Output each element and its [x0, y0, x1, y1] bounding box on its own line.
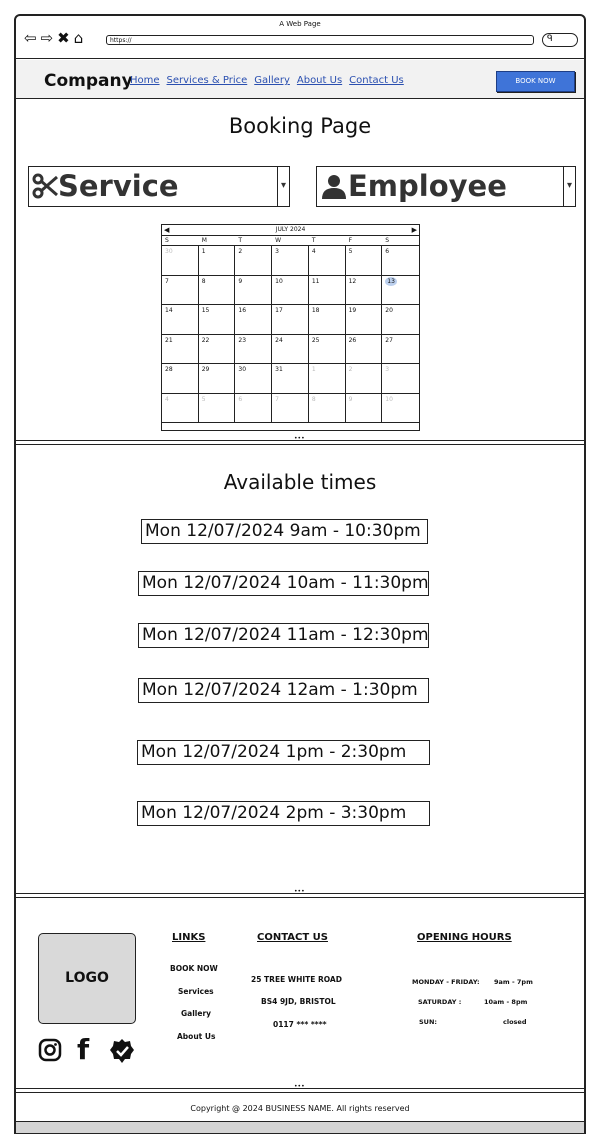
calendar-day-number: 23 — [238, 336, 247, 344]
calendar-day[interactable] — [199, 364, 236, 394]
weekday-label: T — [311, 237, 316, 244]
calendar-day-number: 4 — [311, 248, 316, 255]
calendar-day[interactable] — [235, 246, 272, 276]
back-icon[interactable]: ⇦ — [24, 29, 38, 47]
calendar-day-number: 31 — [275, 366, 283, 373]
calendar-day-number: 12 — [348, 277, 357, 285]
chevron-down-icon[interactable]: ▾ — [277, 167, 289, 206]
hours-time: 10am - 8pm — [484, 998, 528, 1006]
search-icon[interactable]: ᑫ — [542, 33, 578, 47]
calendar-day[interactable] — [235, 276, 272, 306]
calendar-day-number: 15 — [201, 307, 210, 314]
calendar-day-number: 8 — [201, 277, 206, 285]
forward-icon[interactable]: ⇨ — [40, 29, 55, 47]
calendar-day-number: 30 — [165, 248, 173, 255]
calendar-day[interactable] — [162, 394, 199, 424]
calendar-day-number: 9 — [238, 277, 243, 285]
calendar-day-number: 3 — [385, 366, 390, 373]
window-status-bar — [16, 1121, 584, 1133]
url-input[interactable]: https:// — [106, 35, 534, 45]
nav-link-home[interactable]: Home — [130, 75, 160, 86]
calendar-day[interactable] — [235, 364, 272, 394]
calendar-day-number: 26 — [348, 336, 357, 344]
weekday-label: M — [201, 237, 207, 244]
calendar-day-number: 10 — [385, 395, 393, 403]
calendar-day[interactable] — [382, 276, 419, 306]
divider — [16, 58, 584, 59]
prev-month-icon[interactable]: ◀ — [164, 226, 170, 234]
calendar-day[interactable] — [162, 276, 199, 306]
calendar-day-number: 8 — [311, 395, 316, 403]
weekday-label: S — [165, 237, 169, 244]
calendar-day-number: 1 — [201, 248, 206, 255]
calendar-weekdays — [162, 236, 419, 246]
copyright-text: Copyright @ 2024 BUSINESS NAME. All rights reserved — [190, 1104, 410, 1113]
calendar-day-number: 11 — [311, 277, 320, 285]
resize-handle: ••• — [294, 435, 305, 442]
footer-link-about[interactable]: About Us — [177, 1032, 216, 1041]
calendar-day[interactable] — [272, 276, 309, 306]
footer-link-book-now[interactable]: BOOK NOW — [170, 964, 218, 973]
calendar-day[interactable] — [235, 335, 272, 365]
facebook-icon[interactable]: f — [77, 1033, 90, 1066]
calendar-day[interactable] — [346, 246, 383, 276]
calendar-day[interactable] — [272, 305, 309, 335]
close-icon[interactable]: ✖ — [57, 29, 71, 47]
time-slot[interactable]: Mon 12/07/2024 1pm - 2:30pm — [137, 740, 430, 765]
calendar-day[interactable] — [382, 364, 419, 394]
time-slot[interactable]: Mon 12/07/2024 11am - 12:30pm — [138, 623, 429, 648]
browser-titlebar — [16, 16, 584, 58]
calendar-day[interactable] — [346, 305, 383, 335]
time-slot[interactable]: Mon 12/07/2024 12am - 1:30pm — [138, 678, 429, 703]
calendar-day-number: 6 — [238, 395, 243, 403]
user-icon — [320, 173, 348, 199]
calendar-day-number: 17 — [275, 307, 283, 314]
calendar-day-number: 29 — [201, 366, 210, 373]
nav-link-gallery[interactable]: Gallery — [254, 75, 290, 86]
calendar-day[interactable] — [309, 276, 346, 306]
hours-day: SUN: — [419, 1018, 437, 1026]
calendar-day[interactable] — [199, 335, 236, 365]
book-now-button[interactable]: BOOK NOW — [496, 71, 575, 92]
contact-heading: CONTACT US — [257, 932, 328, 943]
calendar-day[interactable] — [309, 305, 346, 335]
calendar-day-number: 13 — [387, 277, 395, 285]
calendar-day-number: 30 — [238, 366, 247, 373]
calendar-day-number: 22 — [201, 336, 210, 344]
calendar-day-number: 10 — [275, 277, 283, 285]
weekday-label: S — [385, 237, 390, 244]
calendar-day-number: 5 — [348, 248, 353, 255]
links-heading: LINKS — [172, 932, 206, 943]
instagram-icon[interactable] — [38, 1038, 62, 1068]
calendar-day[interactable] — [382, 335, 419, 365]
calendar-grid — [162, 246, 419, 423]
calendar-day-number: 20 — [385, 307, 393, 314]
calendar-day[interactable] — [162, 305, 199, 335]
time-slot[interactable]: Mon 12/07/2024 10am - 11:30pm — [138, 571, 429, 596]
calendar-day[interactable] — [199, 394, 236, 424]
calendar-day[interactable] — [235, 394, 272, 424]
brand-logo[interactable]: Company — [44, 71, 133, 91]
calendar-day[interactable] — [309, 394, 346, 424]
calendar-day[interactable] — [382, 246, 419, 276]
divider — [16, 98, 584, 99]
verified-badge-icon[interactable] — [110, 1038, 134, 1070]
calendar-day[interactable] — [382, 394, 419, 424]
calendar-day-number: 1 — [311, 366, 316, 373]
calendar-day-number: 27 — [385, 336, 393, 344]
employee-label: Employee — [348, 169, 507, 203]
calendar-day-number: 2 — [238, 248, 243, 255]
calendar-day-number: 16 — [238, 307, 247, 314]
hours-day: SATURDAY : — [418, 998, 462, 1006]
calendar-day-number: 21 — [165, 336, 173, 344]
calendar-day[interactable] — [199, 276, 236, 306]
footer-link-services[interactable]: Services — [178, 987, 214, 996]
calendar-day-number: 28 — [165, 366, 173, 373]
calendar-day-number: 7 — [165, 277, 169, 285]
nav-link-contact[interactable]: Contact Us — [349, 75, 404, 86]
calendar-day-number: 25 — [311, 336, 320, 344]
calendar-day-number: 9 — [348, 395, 353, 403]
calendar — [161, 224, 420, 431]
contact-phone: 0117 *** **** — [273, 1020, 327, 1029]
hours-time: 9am - 7pm — [494, 978, 533, 986]
calendar-day[interactable] — [235, 305, 272, 335]
calendar-day[interactable] — [346, 335, 383, 365]
calendar-day-number: 4 — [165, 395, 169, 403]
resize-handle: ••• — [294, 888, 305, 895]
footer-link-gallery[interactable]: Gallery — [181, 1009, 212, 1018]
available-times-title: Available times — [223, 470, 377, 494]
page-title: Booking Page — [228, 114, 372, 138]
calendar-day-number: 14 — [165, 307, 173, 314]
home-icon[interactable]: ⌂ — [73, 29, 85, 47]
calendar-day-number: 19 — [348, 307, 357, 314]
calendar-day[interactable] — [309, 246, 346, 276]
browser-nav-icons — [24, 29, 87, 47]
calendar-day-number: 3 — [275, 248, 279, 255]
window-title: A Web Page — [279, 20, 321, 28]
calendar-day[interactable] — [346, 276, 383, 306]
service-dropdown[interactable] — [28, 166, 290, 207]
scissors-icon — [32, 173, 58, 199]
calendar-day[interactable] — [309, 335, 346, 365]
calendar-day[interactable] — [346, 394, 383, 424]
calendar-day-number: 24 — [275, 336, 283, 344]
calendar-day-number: 7 — [275, 395, 279, 403]
calendar-month: JULY 2024 — [275, 226, 306, 233]
hours-day: MONDAY - FRIDAY: — [412, 978, 480, 986]
calendar-day[interactable] — [162, 335, 199, 365]
calendar-day[interactable] — [272, 394, 309, 424]
calendar-day[interactable] — [199, 246, 236, 276]
contact-postcode: BS4 9JD, BRISTOL — [261, 997, 336, 1006]
calendar-day[interactable] — [199, 305, 236, 335]
time-slot[interactable]: Mon 12/07/2024 9am - 10:30pm — [141, 519, 428, 544]
opening-hours-heading: OPENING HOURS — [417, 932, 512, 943]
calendar-day[interactable] — [162, 246, 199, 276]
nav-link-services[interactable]: Services & Price — [166, 75, 248, 86]
calendar-day[interactable] — [272, 335, 309, 365]
resize-handle: ••• — [294, 1083, 305, 1090]
weekday-label: W — [275, 237, 282, 244]
time-slot[interactable]: Mon 12/07/2024 2pm - 3:30pm — [137, 801, 430, 826]
weekday-label: F — [348, 237, 353, 244]
chevron-down-icon[interactable]: ▾ — [563, 167, 575, 206]
weekday-label: T — [238, 237, 243, 244]
calendar-day-number: 18 — [311, 307, 320, 314]
next-month-icon[interactable]: ▶ — [411, 226, 417, 234]
navbar — [16, 60, 584, 98]
nav-link-about[interactable]: About Us — [296, 75, 343, 86]
calendar-day-number: 6 — [385, 248, 390, 255]
calendar-day[interactable] — [272, 364, 309, 394]
footer-logo: LOGO — [38, 933, 136, 1024]
hours-time: closed — [503, 1018, 527, 1026]
nav-links — [130, 75, 411, 86]
service-label: Service — [58, 169, 179, 203]
calendar-day-number: 5 — [201, 395, 206, 403]
calendar-day[interactable] — [382, 305, 419, 335]
calendar-day-number: 2 — [348, 366, 353, 373]
calendar-day[interactable] — [346, 364, 383, 394]
contact-address: 25 TREE WHITE ROAD — [251, 975, 342, 984]
calendar-day[interactable] — [272, 246, 309, 276]
employee-dropdown[interactable] — [316, 166, 576, 207]
calendar-day[interactable] — [309, 364, 346, 394]
calendar-day[interactable] — [162, 364, 199, 394]
